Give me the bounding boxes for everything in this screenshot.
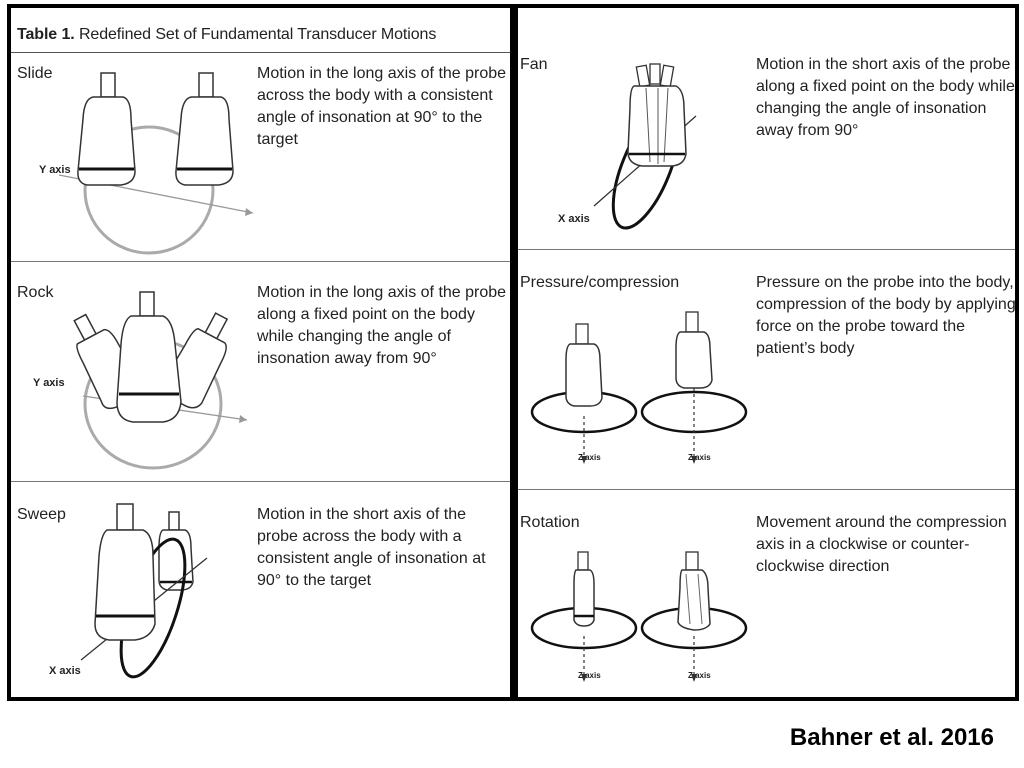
axis-label-z: Z axis [688, 453, 711, 462]
table-left-panel [7, 4, 514, 701]
axis-label-z: Z axis [688, 671, 711, 680]
citation: Bahner et al. 2016 [789, 724, 994, 751]
motion-name-pressure-compression: Pressure/compression [520, 274, 680, 291]
fan-illustration [554, 58, 734, 238]
axis-label-y: Y axis [33, 377, 65, 389]
motion-name-rock: Rock [17, 284, 54, 301]
axis-label-z: Z axis [578, 671, 601, 680]
motion-description-rotation: Movement around the compression axis in a clockwise or counter-clockwise direction [756, 514, 1007, 575]
motion-description-rock: Motion in the long axis of the probe along a fixed point on the body while changing the angle of insonation away from 90° [257, 284, 507, 367]
sweep-illustration [41, 498, 241, 698]
rotation-illustration [526, 544, 756, 694]
motion-name-slide: Slide [17, 65, 53, 82]
axis-label-y: Y axis [39, 164, 71, 176]
motion-description-slide: Motion in the long axis of the probe across the body with a consistent angle of insonation at 90° to the target [257, 65, 507, 148]
table-title: Table 1. Redefined Set of Fundamental Transducer Motions [17, 26, 437, 43]
motion-description-fan: Motion in the short axis of the probe along a fixed point on the body while changing the angle of insonation away from 90° [756, 56, 1015, 139]
motion-name-sweep: Sweep [17, 506, 66, 523]
axis-label-z: Z axis [578, 453, 601, 462]
row-slide [11, 53, 510, 261]
rock-illustration [21, 284, 251, 474]
pressure-compression-illustration [526, 312, 756, 472]
motion-description-sweep: Motion in the short axis of the probe across the body with a consistent angle of insonation at 90° to the target [257, 506, 486, 589]
axis-label-x: X axis [558, 213, 590, 225]
motion-description-pressure-compression: Pressure on the probe into the body, compression of the body by applying force on the probe toward the patient’s body [756, 274, 1016, 357]
table-right-panel [514, 4, 1019, 701]
row-rock [11, 261, 510, 482]
slide-illustration [21, 63, 251, 253]
motion-name-fan: Fan [520, 56, 548, 73]
row-pressure-compression [518, 249, 1015, 490]
motion-name-rotation: Rotation [520, 514, 580, 531]
row-sweep [11, 481, 510, 702]
row-fan [518, 8, 1015, 249]
axis-label-x: X axis [49, 665, 81, 677]
row-rotation [518, 489, 1015, 702]
